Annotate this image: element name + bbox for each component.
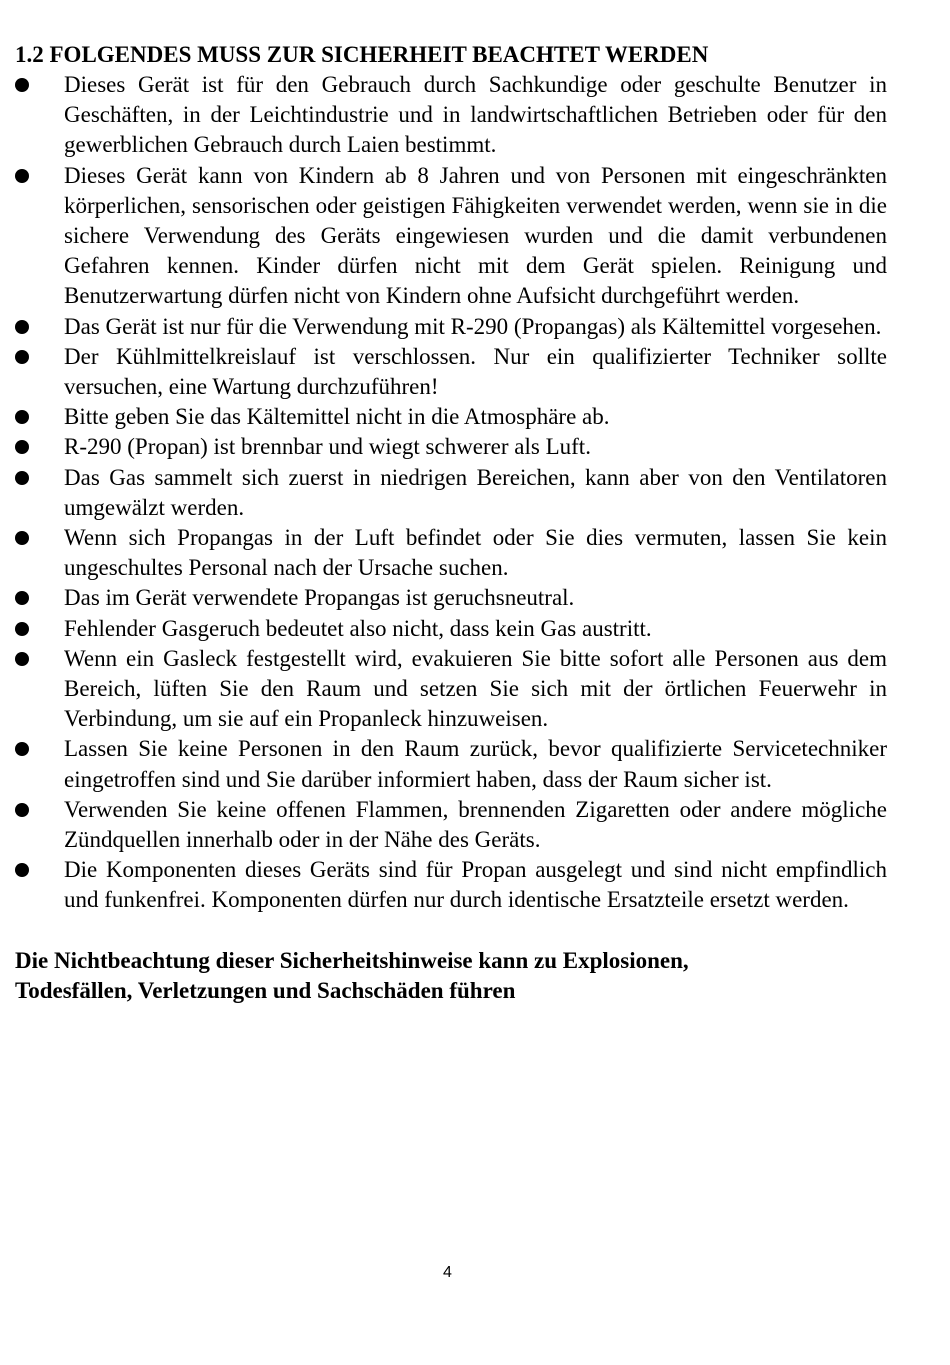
list-item-text: Das Gerät ist nur für die Verwendung mit R-290 (Propangas) als Kältemittel vorgesehen. (64, 313, 882, 339)
list-item-text: Lassen Sie keine Personen in den Raum zurück, bevor qualifizierte Servicetechniker eingetroffen sind und Sie darüber informiert haben, dass der Raum sicher ist. (64, 736, 887, 792)
bullet-icon (15, 742, 29, 756)
page-number: 4 (443, 1264, 452, 1281)
bullet-icon (15, 78, 29, 92)
safety-warning (15, 946, 887, 1007)
list-item (15, 402, 887, 432)
bullet-icon (15, 591, 29, 605)
bullet-icon (15, 440, 29, 454)
list-item-text: Dieses Gerät ist für den Gebrauch durch Sachkundige oder geschulte Benutzer in Geschäften, in der Leichtindustrie und in landwirtschaftlichen Betrieben oder für den gewerblichen Gebrauch durch Laien bestimmt. (64, 72, 887, 158)
bullet-icon (15, 169, 29, 183)
bullet-icon (15, 863, 29, 877)
list-item (15, 644, 887, 735)
list-item (15, 312, 887, 342)
bullet-icon (15, 803, 29, 817)
list-item (15, 795, 887, 855)
list-item (15, 70, 887, 161)
list-item-text: Das im Gerät verwendete Propangas ist geruchsneutral. (64, 585, 575, 611)
safety-list (15, 70, 887, 916)
list-item (15, 432, 887, 462)
bullet-icon (15, 531, 29, 545)
list-item-text: Wenn sich Propangas in der Luft befindet oder Sie dies vermuten, lassen Sie kein ungeschultes Personal nach der Ursache suchen. (64, 525, 887, 581)
list-item-text: Der Kühlmittelkreislauf ist verschlossen. Nur ein qualifizierter Techniker sollte versuchen, eine Wartung durchzuführen! (64, 343, 887, 400)
list-item-text: R-290 (Propan) ist brennbar und wiegt schwerer als Luft. (64, 434, 591, 460)
list-item-text: Die Komponenten dieses Geräts sind für Propan ausgelegt und sind nicht empfindlich und funkenfrei. Komponenten dürfen nur durch identische Ersatzteile ersetzt werden. (64, 857, 887, 913)
bullet-icon (15, 652, 29, 666)
list-item-text: Bitte geben Sie das Kältemittel nicht in die Atmosphäre ab. (64, 404, 610, 430)
list-item-text: Wenn ein Gasleck festgestellt wird, evakuieren Sie bitte sofort alle Personen aus dem Bereich, lüften Sie den Raum und setzen Sie sich mit der örtlichen Feuerwehr in Verbindung, um sie auf ein Propanleck hinzuweisen. (64, 645, 887, 732)
list-item (15, 734, 887, 794)
list-item (15, 614, 887, 644)
bullet-icon (15, 471, 29, 485)
list-item-text: Verwenden Sie keine offenen Flammen, brennenden Zigaretten oder andere mögliche Zündquellen innerhalb oder in der Nähe des Geräts. (64, 796, 887, 853)
list-item (15, 161, 887, 312)
bullet-icon (15, 320, 29, 334)
warning-line-2: Todesfällen, Verletzungen und Sachschäden führen (15, 978, 516, 1004)
list-item (15, 342, 887, 402)
list-item (15, 855, 887, 915)
bullet-icon (15, 410, 29, 424)
section-heading: 1.2 FOLGENDES MUSS ZUR SICHERHEIT BEACHTET WERDEN (15, 42, 709, 67)
bullet-icon (15, 622, 29, 636)
bullet-icon (15, 350, 29, 364)
warning-line-1: Die Nichtbeachtung dieser Sicherheitshinweise kann zu Explosionen, (15, 947, 689, 973)
list-item-text: Fehlender Gasgeruch bedeutet also nicht, dass kein Gas austritt. (64, 615, 652, 641)
list-item (15, 583, 887, 613)
list-item (15, 523, 887, 583)
document-page (15, 40, 887, 1007)
list-item (15, 463, 887, 523)
list-item-text: Das Gas sammelt sich zuerst in niedrigen Bereichen, kann aber von den Ventilatoren umgewälzt werden. (64, 464, 887, 520)
list-item-text: Dieses Gerät kann von Kindern ab 8 Jahren und von Personen mit eingeschränkten körperlichen, sensorischen oder geistigen Fähigkeiten verwendet werden, wenn sie in die sichere Verwendung des Geräts eingewiesen wurden und die damit verbundenen Gefahren kennen. Kinder dürfen nicht mit dem Gerät spielen. Reinigung und Benutzerwartung dürfen nicht von Kindern ohne Aufsicht durchgeführt werden. (64, 162, 887, 309)
